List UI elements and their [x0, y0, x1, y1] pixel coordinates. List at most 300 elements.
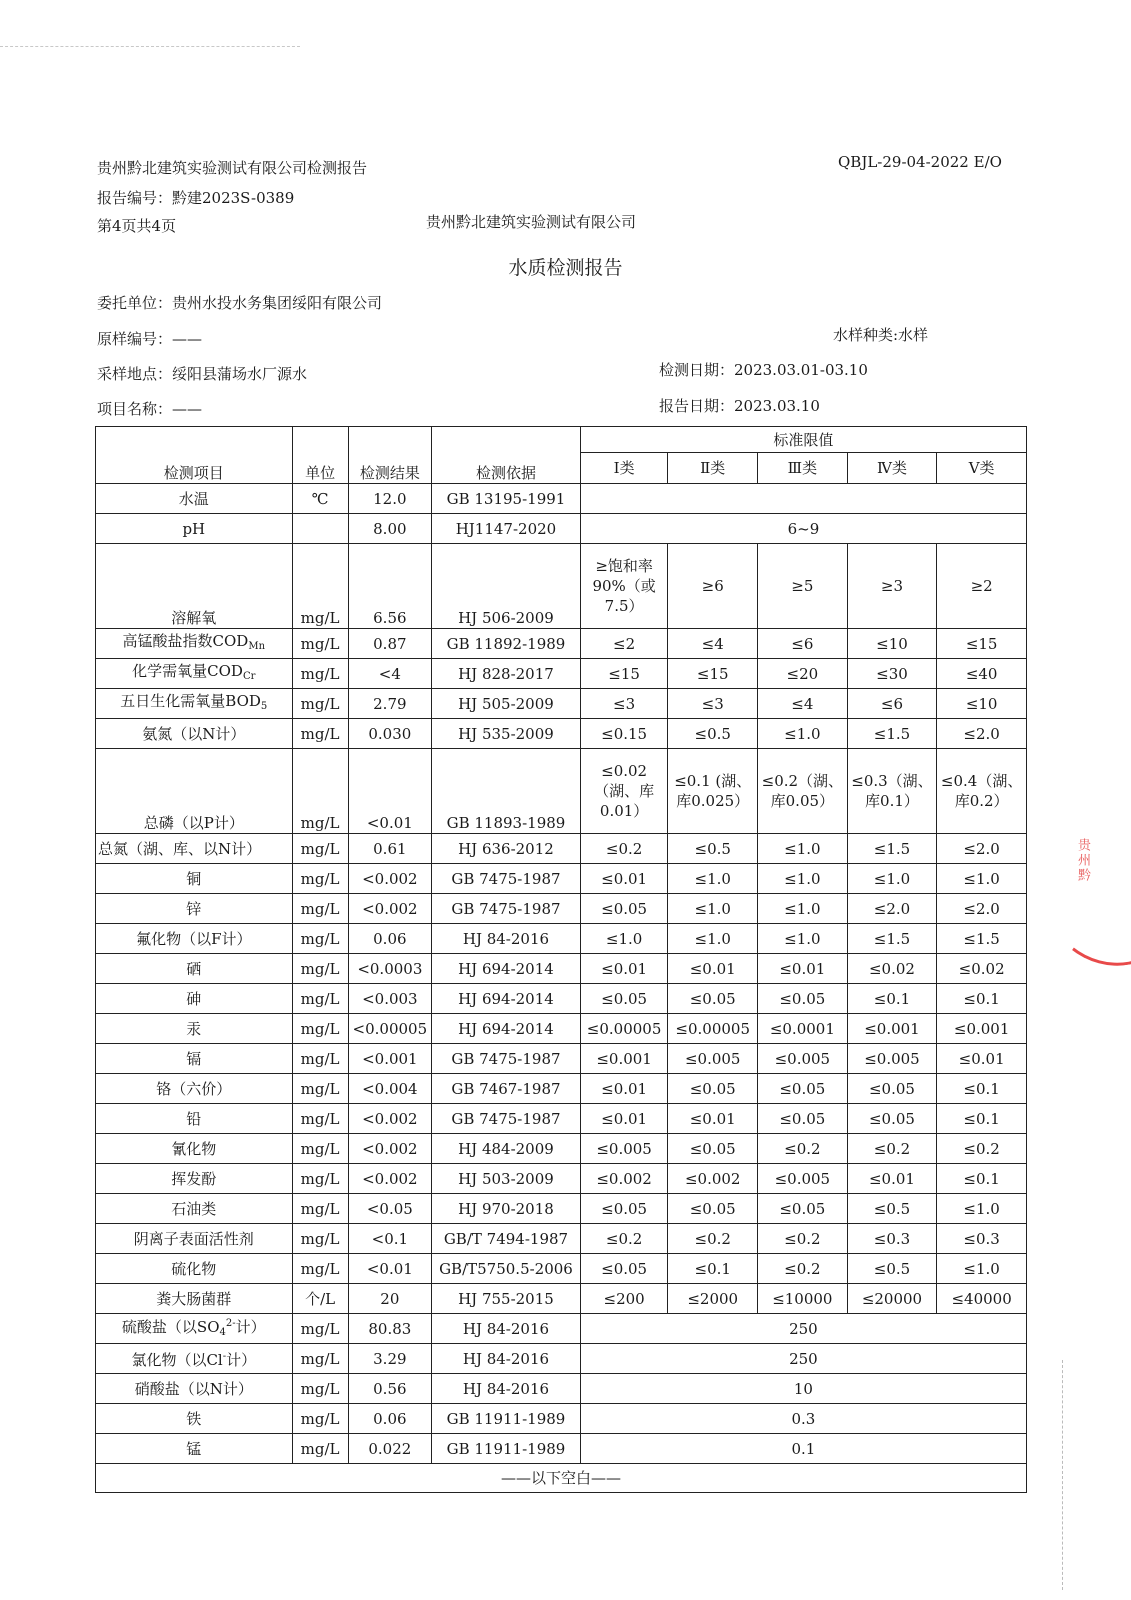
cell-limit-class-2: ≤4: [668, 629, 758, 659]
cell-item: 石油类: [96, 1194, 293, 1224]
cell-limit-class-5: ≥2: [937, 544, 1027, 629]
cell-item: 铜: [96, 864, 293, 894]
cell-unit: mg/L: [292, 1404, 348, 1434]
cell-result: <0.002: [348, 1134, 432, 1164]
cell-limit-class-4: ≤2.0: [847, 894, 937, 924]
cell-item: 锰: [96, 1434, 293, 1464]
cell-unit: mg/L: [292, 1164, 348, 1194]
cell-limit-class-5: ≤0.1: [937, 984, 1027, 1014]
cell-unit: mg/L: [292, 544, 348, 629]
table-row: [96, 719, 1027, 749]
item-subscript: 4: [219, 1327, 226, 1338]
cell-result: <0.0003: [348, 954, 432, 984]
cell-limit-class-5: ≤1.5: [937, 924, 1027, 954]
item-text: 氯化物（以Cl: [131, 1351, 223, 1369]
cell-limit-class-3: ≥5: [758, 544, 848, 629]
cell-limit-span: 0.3: [580, 1404, 1026, 1434]
cell-limit-class-4: ≤0.5: [847, 1254, 937, 1284]
table-row: [96, 834, 1027, 864]
cell-limit-class-1: ≤0.01: [580, 864, 668, 894]
cell-limit-class-3: ≤0.0001: [758, 1014, 848, 1044]
item-superscript: 2-: [225, 1318, 236, 1329]
item-text: 化学需氧量COD: [132, 661, 243, 680]
cell-limit-class-3: ≤20: [758, 659, 848, 689]
cell-result: <0.1: [348, 1224, 432, 1254]
cell-result: <0.05: [348, 1194, 432, 1224]
cell-limit-class-4: ≤0.5: [847, 1194, 937, 1224]
cell-limit-class-2: ≤0.005: [668, 1044, 758, 1074]
cell-result: 0.06: [348, 924, 432, 954]
cell-result: <0.01: [348, 749, 432, 834]
cell-limit-class-1: ≤200: [580, 1284, 668, 1314]
cell-item: [96, 1344, 293, 1374]
cell-limit-class-5: ≤0.1: [937, 1164, 1027, 1194]
cell-limit-class-1: ≤0.01: [580, 954, 668, 984]
table-row: [96, 629, 1027, 659]
cell-unit: mg/L: [292, 984, 348, 1014]
cell-limit-class-5: ≤0.01: [937, 1044, 1027, 1074]
cell-item: 锌: [96, 894, 293, 924]
table-row: [96, 544, 1027, 629]
cell-item: 阴离子表面活性剂: [96, 1224, 293, 1254]
cell-limit-class-5: ≤40: [937, 659, 1027, 689]
table-row: [96, 749, 1027, 834]
cell-result: <0.001: [348, 1044, 432, 1074]
cell-basis: HJ 694-2014: [432, 1014, 581, 1044]
cell-limit-class-4: ≤0.1: [847, 984, 937, 1014]
item-text: 硫酸盐（以SO: [121, 1318, 220, 1336]
cell-unit: mg/L: [292, 1074, 348, 1104]
cell-unit: mg/L: [292, 924, 348, 954]
cell-limit-class-2: ≤0.01: [668, 1104, 758, 1134]
cell-item: [96, 689, 293, 719]
cell-unit: mg/L: [292, 1314, 348, 1344]
cell-limit-class-1: ≤0.01: [580, 1104, 668, 1134]
cell-limit-class-2: ≤2000: [668, 1284, 758, 1314]
cell-basis: GB 7467-1987: [432, 1074, 581, 1104]
cell-limit-class-2: ≤15: [668, 659, 758, 689]
cell-limit-span: 250: [580, 1314, 1026, 1344]
cell-limit-class-5: ≤1.0: [937, 1254, 1027, 1284]
cell-limit-class-1: ≤2: [580, 629, 668, 659]
cell-unit: mg/L: [292, 864, 348, 894]
table-row: [96, 1404, 1027, 1434]
scan-edge-line: [1062, 1360, 1063, 1590]
item-superscript: -: [222, 1351, 227, 1362]
table-row: [96, 1194, 1027, 1224]
cell-limit-span: [580, 484, 1026, 514]
cell-limit-class-5: ≤2.0: [937, 719, 1027, 749]
header-class-3: Ⅲ类: [758, 453, 848, 484]
cell-limit-span: 10: [580, 1374, 1026, 1404]
cell-limit-class-4: ≤0.3: [847, 1224, 937, 1254]
cell-limit-class-4: ≤0.2: [847, 1134, 937, 1164]
cell-result: <0.002: [348, 864, 432, 894]
cell-result: <0.002: [348, 1104, 432, 1134]
cell-item: 铬（六价）: [96, 1074, 293, 1104]
cell-basis: HJ 506-2009: [432, 544, 581, 629]
cell-basis: GB/T 7494-1987: [432, 1224, 581, 1254]
cell-result: 3.29: [348, 1344, 432, 1374]
cell-limit-class-4: ≤0.02: [847, 954, 937, 984]
cell-limit-class-5: ≤10: [937, 689, 1027, 719]
cell-limit-class-5: ≤0.2: [937, 1134, 1027, 1164]
cell-limit-class-3: ≤0.01: [758, 954, 848, 984]
cell-limit-class-5: ≤1.0: [937, 864, 1027, 894]
cell-item: 镉: [96, 1044, 293, 1074]
cell-limit-class-3: ≤0.05: [758, 984, 848, 1014]
table-row: [96, 954, 1027, 984]
cell-limit-class-2: ≤0.05: [668, 1074, 758, 1104]
table-row: [96, 1224, 1027, 1254]
item-text: 五日生化需氧量BOD: [120, 691, 261, 710]
cell-limit-class-3: ≤0.05: [758, 1104, 848, 1134]
cell-limit-class-1: ≤0.002: [580, 1164, 668, 1194]
cell-limit-class-2: ≤0.05: [668, 1134, 758, 1164]
page-title: 水质检测报告: [508, 257, 623, 279]
cell-result: 0.030: [348, 719, 432, 749]
cell-limit-class-3: ≤4: [758, 689, 848, 719]
cell-result: 20: [348, 1284, 432, 1314]
cell-limit-class-3: ≤0.005: [758, 1044, 848, 1074]
report-date-field: 报告日期：2023.03.10: [659, 397, 820, 415]
cell-result: 0.06: [348, 1404, 432, 1434]
cell-result: <0.002: [348, 1164, 432, 1194]
cell-limit-class-4: ≤1.0: [847, 864, 937, 894]
cell-unit: mg/L: [292, 1344, 348, 1374]
cell-result: 0.022: [348, 1434, 432, 1464]
cell-basis: HJ 694-2014: [432, 954, 581, 984]
cell-result: 6.56: [348, 544, 432, 629]
table-row: [96, 1014, 1027, 1044]
cell-limit-span: 6~9: [580, 514, 1026, 544]
item-text: 高锰酸盐指数COD: [122, 631, 249, 650]
cell-unit: [292, 514, 348, 544]
cell-basis: GB 11911-1989: [432, 1404, 581, 1434]
cell-limit-class-5: ≤2.0: [937, 894, 1027, 924]
table-footer-row: [96, 1464, 1027, 1493]
cell-limit-class-3: ≤0.05: [758, 1194, 848, 1224]
cell-limit-class-2: ≤0.002: [668, 1164, 758, 1194]
cell-basis: GB 11893-1989: [432, 749, 581, 834]
cell-basis: GB 7475-1987: [432, 864, 581, 894]
table-row: [96, 1104, 1027, 1134]
cell-basis: HJ 636-2012: [432, 834, 581, 864]
cell-result: <0.00005: [348, 1014, 432, 1044]
cell-item: pH: [96, 514, 293, 544]
cell-unit: mg/L: [292, 719, 348, 749]
cell-basis: HJ 84-2016: [432, 1314, 581, 1344]
cell-item: 汞: [96, 1014, 293, 1044]
cell-limit-class-5: ≤1.0: [937, 1194, 1027, 1224]
cell-limit-class-4: ≤20000: [847, 1284, 937, 1314]
seal-text: 贵州黔: [1075, 838, 1090, 883]
cell-limit-class-5: ≤0.1: [937, 1104, 1027, 1134]
table-row: [96, 984, 1027, 1014]
cell-limit-class-2: ≤0.05: [668, 1194, 758, 1224]
cell-limit-class-3: ≤1.0: [758, 834, 848, 864]
cell-item: 硝酸盐（以N计）: [96, 1374, 293, 1404]
table-row: [96, 1254, 1027, 1284]
cell-basis: HJ 535-2009: [432, 719, 581, 749]
cell-result: 12.0: [348, 484, 432, 514]
cell-result: 0.87: [348, 629, 432, 659]
cell-item: 粪大肠菌群: [96, 1284, 293, 1314]
cell-unit: mg/L: [292, 1194, 348, 1224]
cell-limit-class-1: ≤3: [580, 689, 668, 719]
table-row: [96, 1134, 1027, 1164]
cell-limit-class-3: ≤1.0: [758, 894, 848, 924]
table-row: [96, 864, 1027, 894]
table-row: [96, 659, 1027, 689]
cell-limit-class-5: ≤0.4（湖、库0.2）: [937, 749, 1027, 834]
cell-unit: mg/L: [292, 1374, 348, 1404]
cell-limit-class-2: ≤0.2: [668, 1224, 758, 1254]
cell-basis: HJ 505-2009: [432, 689, 581, 719]
table-row: [96, 1344, 1027, 1374]
company-name: 贵州黔北建筑实验测试有限公司: [426, 213, 637, 231]
cell-limit-class-3: ≤0.05: [758, 1074, 848, 1104]
cell-limit-class-4: ≤0.05: [847, 1104, 937, 1134]
cell-item: 氟化物（以F计）: [96, 924, 293, 954]
cell-limit-class-2: ≤1.0: [668, 924, 758, 954]
cell-basis: GB/T5750.5-2006: [432, 1254, 581, 1284]
sample-number-field: 原样编号：——: [97, 330, 203, 348]
cell-unit: mg/L: [292, 629, 348, 659]
cell-limit-class-3: ≤0.2: [758, 1224, 848, 1254]
item-tail: 计）: [226, 1351, 257, 1369]
scan-dash-line: [0, 46, 300, 47]
page-indicator: 第4页共4页: [97, 217, 177, 235]
cell-limit-class-3: ≤10000: [758, 1284, 848, 1314]
table-row: [96, 1314, 1027, 1344]
cell-item: 挥发酚: [96, 1164, 293, 1194]
cell-limit-class-5: ≤0.001: [937, 1014, 1027, 1044]
cell-limit-class-4: ≤1.5: [847, 719, 937, 749]
cell-limit-span: 0.1: [580, 1434, 1026, 1464]
header-class-5: Ⅴ类: [937, 453, 1027, 484]
cell-limit-class-1: ≤1.0: [580, 924, 668, 954]
cell-unit: mg/L: [292, 1044, 348, 1074]
cell-limit-class-3: ≤0.005: [758, 1164, 848, 1194]
cell-limit-class-2: ≤0.05: [668, 984, 758, 1014]
cell-limit-class-1: ≤0.05: [580, 1194, 668, 1224]
cell-limit-class-5: ≤15: [937, 629, 1027, 659]
cell-limit-class-1: ≤0.05: [580, 984, 668, 1014]
table-row: [96, 1434, 1027, 1464]
header-class-4: Ⅳ类: [847, 453, 937, 484]
cell-basis: HJ 84-2016: [432, 1374, 581, 1404]
cell-item: 水温: [96, 484, 293, 514]
cell-limit-class-1: ≤0.05: [580, 894, 668, 924]
cell-unit: mg/L: [292, 1224, 348, 1254]
cell-limit-class-2: ≤0.5: [668, 834, 758, 864]
cell-basis: GB 11892-1989: [432, 629, 581, 659]
test-date-field: 检测日期：2023.03.01-03.10: [659, 361, 868, 379]
cell-limit-class-2: ≤1.0: [668, 894, 758, 924]
header-class-2: Ⅱ类: [668, 453, 758, 484]
cell-unit: mg/L: [292, 894, 348, 924]
cell-basis: GB 7475-1987: [432, 1104, 581, 1134]
cell-limit-class-3: ≤1.0: [758, 719, 848, 749]
header-item: 检测项目: [96, 427, 293, 484]
cell-item: 铅: [96, 1104, 293, 1134]
table-row: [96, 484, 1027, 514]
cell-basis: GB 11911-1989: [432, 1434, 581, 1464]
cell-limit-class-4: ≤30: [847, 659, 937, 689]
cell-item: 总磷（以P计）: [96, 749, 293, 834]
cell-limit-class-4: ≤10: [847, 629, 937, 659]
location-field: 采样地点：绥阳县蒲场水厂源水: [97, 365, 308, 383]
cell-result: 0.56: [348, 1374, 432, 1404]
cell-basis: HJ 828-2017: [432, 659, 581, 689]
table-row: [96, 689, 1027, 719]
item-subscript: Mn: [248, 640, 266, 652]
cell-limit-class-3: ≤0.2: [758, 1134, 848, 1164]
cell-limit-class-1: ≤0.15: [580, 719, 668, 749]
cell-limit-class-2: ≤0.00005: [668, 1014, 758, 1044]
cell-limit-class-2: ≤0.5: [668, 719, 758, 749]
cell-unit: mg/L: [292, 1014, 348, 1044]
cell-unit: mg/L: [292, 954, 348, 984]
company-report-title: 贵州黔北建筑实验测试有限公司检测报告: [97, 159, 368, 177]
cell-unit: 个/L: [292, 1284, 348, 1314]
cell-basis: HJ 84-2016: [432, 1344, 581, 1374]
cell-limit-class-3: ≤0.2: [758, 1254, 848, 1284]
cell-unit: mg/L: [292, 659, 348, 689]
cell-result: 8.00: [348, 514, 432, 544]
cell-limit-class-5: ≤0.3: [937, 1224, 1027, 1254]
item-subscript: Cr: [242, 670, 256, 682]
cell-limit-class-4: ≤1.5: [847, 834, 937, 864]
table-row: [96, 1074, 1027, 1104]
cell-unit: ℃: [292, 484, 348, 514]
header-unit: 单位: [292, 427, 348, 484]
cell-result: <0.003: [348, 984, 432, 1014]
header-result: 检测结果: [348, 427, 432, 484]
cell-basis: GB 7475-1987: [432, 1044, 581, 1074]
project-field: 项目名称：——: [97, 400, 203, 418]
client-field: 委托单位：贵州水投水务集团绥阳有限公司: [97, 294, 383, 312]
cell-limit-class-2: ≤0.01: [668, 954, 758, 984]
table-row: [96, 1374, 1027, 1404]
cell-limit-class-1: ≤0.02（湖、库0.01）: [580, 749, 668, 834]
cell-result: 2.79: [348, 689, 432, 719]
document-code: QBJL-29-04-2022 E/O: [838, 153, 1002, 171]
footer-note: ——以下空白——: [96, 1464, 1027, 1493]
header-limit: 标准限值: [580, 427, 1026, 453]
table-row: [96, 924, 1027, 954]
cell-limit-class-2: ≤1.0: [668, 864, 758, 894]
cell-limit-class-4: ≤1.5: [847, 924, 937, 954]
cell-limit-class-5: ≤0.02: [937, 954, 1027, 984]
cell-unit: mg/L: [292, 834, 348, 864]
cell-item: 硫化物: [96, 1254, 293, 1284]
results-table: [95, 426, 1027, 1493]
cell-limit-class-3: ≤6: [758, 629, 848, 659]
cell-basis: GB 13195-1991: [432, 484, 581, 514]
cell-limit-class-1: ≤0.05: [580, 1254, 668, 1284]
cell-item: 硒: [96, 954, 293, 984]
cell-limit-class-4: ≤6: [847, 689, 937, 719]
cell-basis: HJ 694-2014: [432, 984, 581, 1014]
cell-limit-class-1: ≥饱和率90%（或7.5）: [580, 544, 668, 629]
cell-limit-class-4: ≤0.05: [847, 1074, 937, 1104]
header-basis: 检测依据: [432, 427, 581, 484]
header-class-1: Ⅰ类: [580, 453, 668, 484]
cell-limit-class-1: ≤0.00005: [580, 1014, 668, 1044]
cell-limit-class-1: ≤0.01: [580, 1074, 668, 1104]
cell-limit-class-2: ≤3: [668, 689, 758, 719]
cell-unit: mg/L: [292, 689, 348, 719]
cell-basis: HJ 970-2018: [432, 1194, 581, 1224]
cell-basis: HJ 84-2016: [432, 924, 581, 954]
cell-limit-class-3: ≤0.2（湖、库0.05）: [758, 749, 848, 834]
cell-limit-class-5: ≤40000: [937, 1284, 1027, 1314]
cell-limit-class-4: ≤0.001: [847, 1014, 937, 1044]
cell-item: [96, 1314, 293, 1344]
cell-limit-class-2: ≤0.1 (湖、库0.025）: [668, 749, 758, 834]
cell-result: <0.004: [348, 1074, 432, 1104]
cell-limit-class-1: ≤0.001: [580, 1044, 668, 1074]
cell-item: 氨氮（以N计）: [96, 719, 293, 749]
cell-limit-class-5: ≤0.1: [937, 1074, 1027, 1104]
cell-result: <4: [348, 659, 432, 689]
cell-result: <0.01: [348, 1254, 432, 1284]
cell-limit-span: 250: [580, 1344, 1026, 1374]
cell-unit: mg/L: [292, 1434, 348, 1464]
table-row: [96, 894, 1027, 924]
cell-item: 溶解氧: [96, 544, 293, 629]
cell-result: 80.83: [348, 1314, 432, 1344]
cell-limit-class-2: ≤0.1: [668, 1254, 758, 1284]
item-subscript: 5: [260, 700, 268, 712]
cell-limit-class-4: ≤0.3（湖、库0.1）: [847, 749, 937, 834]
table-row: [96, 1284, 1027, 1314]
cell-basis: GB 7475-1987: [432, 894, 581, 924]
cell-unit: mg/L: [292, 1104, 348, 1134]
cell-item: 总氮（湖、库、以N计）: [96, 834, 293, 864]
cell-limit-class-5: ≤2.0: [937, 834, 1027, 864]
cell-unit: mg/L: [292, 749, 348, 834]
cell-limit-class-1: ≤0.2: [580, 834, 668, 864]
cell-limit-class-1: ≤15: [580, 659, 668, 689]
cell-limit-class-1: ≤0.005: [580, 1134, 668, 1164]
cell-result: <0.002: [348, 894, 432, 924]
cell-limit-class-4: ≥3: [847, 544, 937, 629]
table-row: [96, 514, 1027, 544]
cell-basis: HJ 484-2009: [432, 1134, 581, 1164]
cell-limit-class-3: ≤1.0: [758, 924, 848, 954]
cell-result: 0.61: [348, 834, 432, 864]
cell-item: 砷: [96, 984, 293, 1014]
cell-unit: mg/L: [292, 1254, 348, 1284]
cell-limit-class-3: ≤1.0: [758, 864, 848, 894]
cell-item: 铁: [96, 1404, 293, 1434]
item-tail: 计）: [235, 1318, 266, 1336]
cell-limit-class-4: ≤0.01: [847, 1164, 937, 1194]
cell-limit-class-2: ≥6: [668, 544, 758, 629]
cell-unit: mg/L: [292, 1134, 348, 1164]
cell-limit-class-4: ≤0.005: [847, 1044, 937, 1074]
cell-item: [96, 659, 293, 689]
cell-basis: HJ 503-2009: [432, 1164, 581, 1194]
cell-limit-class-1: ≤0.2: [580, 1224, 668, 1254]
cell-item: [96, 629, 293, 659]
sample-type-field: 水样种类:水样: [833, 326, 929, 344]
cell-item: 氰化物: [96, 1134, 293, 1164]
cell-basis: HJ 755-2015: [432, 1284, 581, 1314]
